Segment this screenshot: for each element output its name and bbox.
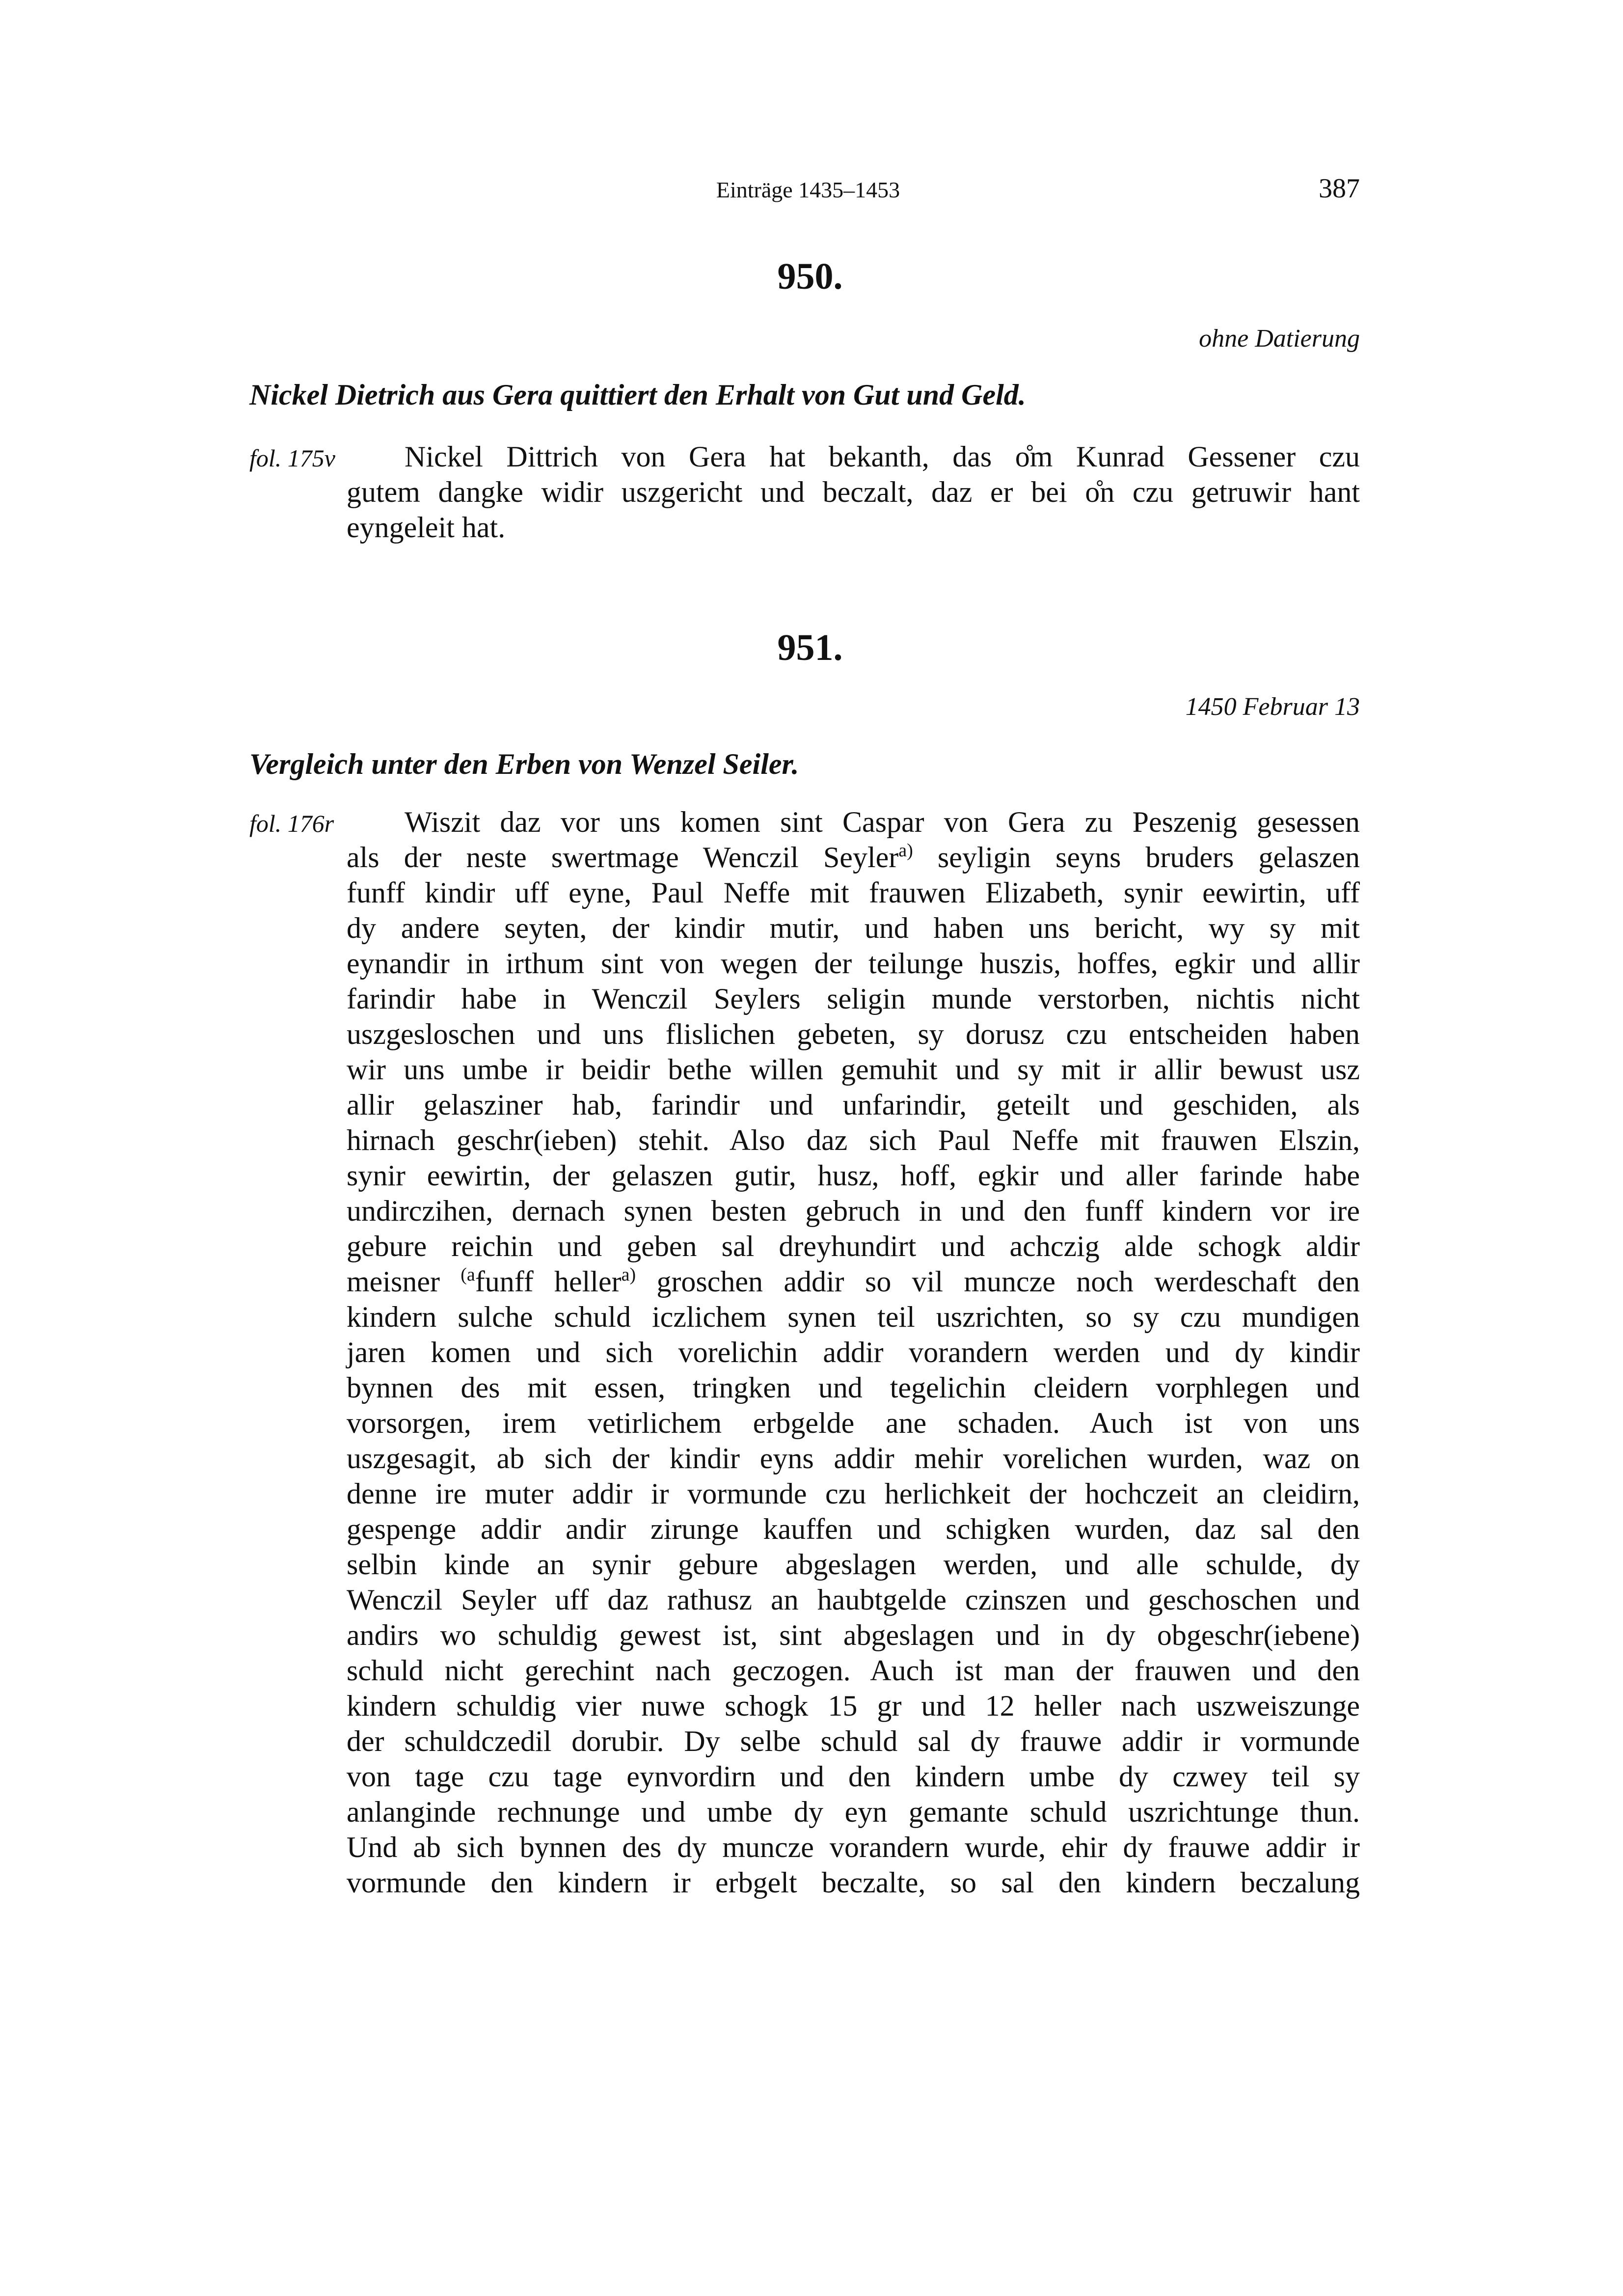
text-line: vormunde den kindern ir erbgelt beczalte, so sal den kindern beczalung (347, 1866, 1360, 1899)
running-head: Einträge 1435–1453 (716, 177, 900, 202)
entry-title: Vergleich unter den Erben von Wenzel Seiler. (249, 748, 799, 780)
text-line: kindern schuldig vier nuwe schogk 15 gr und 12 heller nach uszweiszunge (347, 1690, 1360, 1722)
text-line: synir eewirtin, der gelaszen gutir, husz, hoff, egkir und aller farinde habe (347, 1159, 1360, 1192)
text-line: der schuldczedil dorubir. Dy selbe schuld sal dy frauwe addir ir vormunde (347, 1725, 1360, 1757)
text-line: dy andere seyten, der kindir mutir, und haben uns bericht, wy sy mit (347, 912, 1360, 944)
text-line: farindir habe in Wenczil Seylers seligin munde verstorben, nichtis nicht (347, 983, 1360, 1015)
text-line: Wiszit daz vor uns komen sint Caspar von Gera zu Peszenig gesessen (405, 806, 1360, 838)
text-line: meisner $^{(a}$funff heller$^{a)}$ groschen addir so vil muncze noch werdeschaft den (347, 1264, 1360, 1298)
entry-title: Nickel Dietrich aus Gera quittiert den Erhalt von Gut und Geld. (249, 379, 1026, 411)
text-line: funff kindir uff eyne, Paul Neffe mit frauwen Elizabeth, synir eewirtin, uff (347, 876, 1360, 909)
entry-date: ohne Datierung (1199, 325, 1360, 353)
text-line: eyngeleit hat. (347, 511, 506, 544)
page-number: 387 (1319, 173, 1360, 204)
text-line: als der neste swertmage Wenczil Seyler$^{a)}$ seyligin seyns bruders gelaszen (347, 840, 1360, 874)
text-line: wir uns umbe ir beidir bethe willen gemuhit und sy mit ir allir bewust usz (347, 1053, 1360, 1086)
entry-number: 950. (777, 256, 843, 297)
text-line: Nickel Dittrich von Gera hat bekanth, das o̊m Kunrad Gessener czu (405, 440, 1360, 473)
text-line: gespenge addir andir zirunge kauffen und schigken wurden, daz sal den (347, 1513, 1360, 1545)
text-line: Wenczil Seyler uff daz rathusz an haubtgelde czinszen und geschoschen und (347, 1584, 1360, 1616)
text-line: kindern sulche schuld iczlichem synen teil uszrichten, so sy czu mundigen (347, 1301, 1360, 1333)
text-line: jaren komen und sich vorelichin addir vorandern werden und dy kindir (347, 1336, 1360, 1368)
folio-reference: fol. 176r (249, 810, 334, 837)
footnote-marker: (a (460, 1264, 475, 1285)
footnote-marker: a) (898, 840, 913, 861)
text-line: hirnach geschr(ieben) stehit. Also daz sich Paul Neffe mit frauwen Elszin, (347, 1124, 1360, 1156)
text-line: von tage czu tage eynvordirn und den kindern umbe dy czwey teil sy (347, 1760, 1360, 1793)
footnote-marker: a) (621, 1264, 636, 1285)
text-line: eynandir in irthum sint von wegen der teilunge huszis, hoffes, egkir und allir (347, 947, 1360, 980)
text-line: allir gelasziner hab, farindir und unfarindir, geteilt und geschiden, als (347, 1089, 1360, 1121)
text-line: vorsorgen, irem vetirlichem erbgelde ane schaden. Auch ist von uns (347, 1407, 1360, 1439)
entry-date: 1450 Februar 13 (1185, 693, 1360, 721)
text-line: denne ire muter addir ir vormunde czu herlichkeit der hochczeit an cleidirn, (347, 1477, 1360, 1510)
text-line: anlanginde rechnunge und umbe dy eyn gemante schuld uszrichtunge thun. (347, 1796, 1360, 1828)
text-line: selbin kinde an synir gebure abgeslagen werden, und alle schulde, dy (347, 1548, 1360, 1581)
text-line: gutem dangke widir uszgericht und beczalt, daz er bei o̊n czu getruwir hant (347, 476, 1360, 508)
text-line: andirs wo schuldig gewest ist, sint abgeslagen und in dy obgeschr(iebene) (347, 1619, 1360, 1651)
text-line: uszgesloschen und uns flislichen gebeten, sy dorusz czu entscheiden haben (347, 1018, 1360, 1050)
text-line: uszgesagit, ab sich der kindir eyns addir mehir vorelichen wurden, waz on (347, 1442, 1360, 1475)
text-line: undirczihen, dernach synen besten gebruch in und den funff kindern vor ire (347, 1195, 1360, 1227)
entry-text (347, 804, 1360, 1900)
text-line: gebure reichin und geben sal dreyhundirt und achczig alde schogk aldir (347, 1230, 1360, 1262)
text-line: schuld nicht gerechint nach geczogen. Auch ist man der frauwen und den (347, 1654, 1360, 1687)
text-line: Und ab sich bynnen des dy muncze vorandern wurde, ehir dy frauwe addir ir (347, 1831, 1360, 1863)
text-line: bynnen des mit essen, tringken und tegelichin cleidern vorphlegen und (347, 1371, 1360, 1404)
entry-text (347, 439, 1360, 545)
folio-reference: fol. 175v (249, 444, 335, 472)
entry-number: 951. (777, 627, 843, 668)
